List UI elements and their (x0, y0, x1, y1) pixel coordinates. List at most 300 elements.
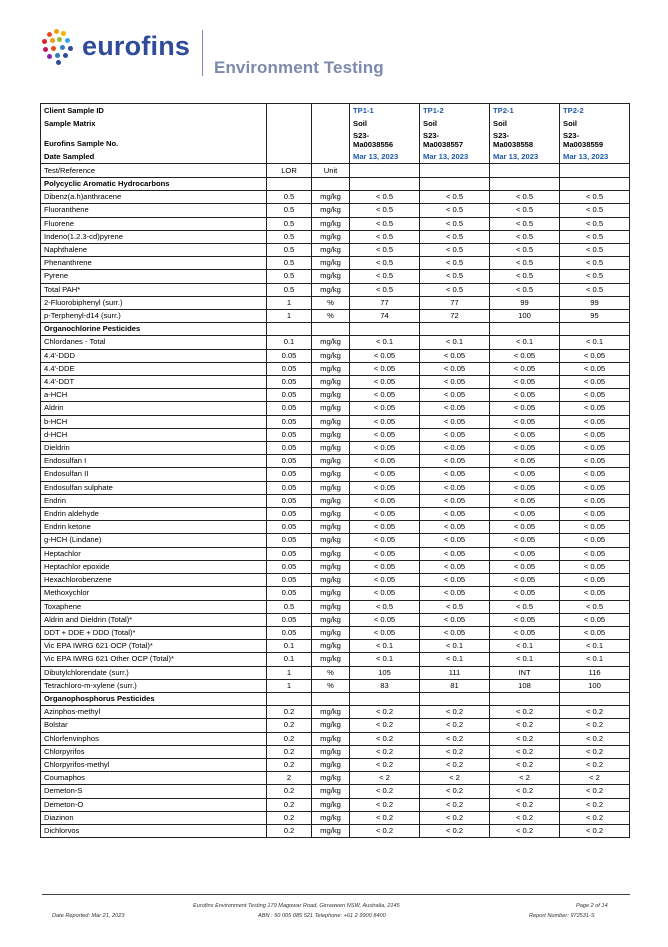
result-value: < 0.2 (490, 719, 560, 732)
result-value: < 0.05 (350, 494, 420, 507)
eurofins-dots-icon (42, 29, 76, 63)
result-value: < 0.1 (560, 336, 630, 349)
result-value: < 0.5 (350, 217, 420, 230)
lor-value: 0.05 (267, 389, 312, 402)
result-value: < 0.05 (350, 560, 420, 573)
result-value: < 0.5 (490, 244, 560, 257)
unit-value: mg/kg (312, 521, 350, 534)
sample-id: TP1-2 (420, 104, 490, 118)
table-row (41, 217, 630, 230)
result-value: 99 (560, 296, 630, 309)
unit-value: mg/kg (312, 257, 350, 270)
result-value: < 0.1 (350, 653, 420, 666)
analyte-name: Chlorfenvinphos (41, 732, 267, 745)
result-value: < 0.1 (420, 640, 490, 653)
result-value: 100 (490, 310, 560, 323)
unit-value: % (312, 310, 350, 323)
analyte-name: b-HCH (41, 415, 267, 428)
footer-abn: ABN : 50 005 085 521 Telephone: +61 2 9900 8400 (258, 913, 386, 919)
lor-value: 0.2 (267, 706, 312, 719)
section-empty-cell (350, 178, 420, 191)
result-value: < 0.05 (490, 521, 560, 534)
unit-value: mg/kg (312, 547, 350, 560)
table-row (41, 283, 630, 296)
analyte-name: Aldrin (41, 402, 267, 415)
lor-value: 0.05 (267, 587, 312, 600)
result-value: < 0.2 (560, 745, 630, 758)
result-value: < 0.05 (490, 626, 560, 639)
analyte-name: Dieldrin (41, 442, 267, 455)
table-row (41, 310, 630, 323)
section-header-row (41, 178, 630, 191)
result-value: < 0.05 (560, 626, 630, 639)
result-value: < 0.2 (350, 706, 420, 719)
sample-matrix: Soil (420, 117, 490, 130)
result-value: < 0.05 (420, 442, 490, 455)
result-value: < 0.05 (350, 428, 420, 441)
lor-value: 0.05 (267, 560, 312, 573)
result-value: < 0.2 (420, 706, 490, 719)
analyte-name: Coumaphos (41, 772, 267, 785)
unit-value: mg/kg (312, 389, 350, 402)
result-value: < 0.05 (420, 574, 490, 587)
date-reported: Date Reported: Mar 21, 2023 (52, 913, 125, 919)
unit-value: mg/kg (312, 824, 350, 837)
result-value: < 0.05 (420, 560, 490, 573)
result-value: < 0.5 (560, 230, 630, 243)
lor-value: 0.5 (267, 230, 312, 243)
result-value: < 0.5 (350, 204, 420, 217)
table-row (41, 376, 630, 389)
table-row (41, 521, 630, 534)
table-row (41, 362, 630, 375)
result-value: < 0.05 (350, 508, 420, 521)
result-value: 72 (420, 310, 490, 323)
result-value: < 0.2 (560, 719, 630, 732)
table-row (41, 758, 630, 771)
result-value: 95 (560, 310, 630, 323)
result-value: < 0.5 (560, 217, 630, 230)
result-value: < 0.2 (350, 732, 420, 745)
result-value: < 0.05 (420, 626, 490, 639)
analyte-name: Chlordanes - Total (41, 336, 267, 349)
result-value: < 0.2 (420, 745, 490, 758)
section-empty-cell (560, 178, 630, 191)
analyte-name: Toxaphene (41, 600, 267, 613)
result-value: < 0.1 (560, 640, 630, 653)
result-value: < 0.05 (420, 389, 490, 402)
lor-value: 0.05 (267, 547, 312, 560)
result-value: < 0.05 (350, 349, 420, 362)
unit-value: mg/kg (312, 732, 350, 745)
footer-address: Eurofins Environment Testing 179 Magowar Road, Girraween NSW, Australia, 2145 (193, 903, 400, 909)
result-value: < 0.05 (350, 481, 420, 494)
client-sample-id-label: Client Sample ID (41, 104, 267, 118)
date-sampled-label: Date Sampled (41, 150, 267, 164)
unit-value: % (312, 679, 350, 692)
result-value: < 0.05 (490, 402, 560, 415)
result-value: < 0.2 (350, 745, 420, 758)
table-row (41, 600, 630, 613)
lor-value: 0.5 (267, 204, 312, 217)
result-value: < 0.5 (490, 204, 560, 217)
result-value: < 2 (560, 772, 630, 785)
result-value: < 0.05 (490, 428, 560, 441)
lor-value: 0.05 (267, 468, 312, 481)
result-value: < 0.05 (490, 415, 560, 428)
result-value: < 0.05 (350, 376, 420, 389)
result-value: < 0.05 (420, 468, 490, 481)
unit-value: mg/kg (312, 402, 350, 415)
result-value: < 0.05 (420, 508, 490, 521)
lor-value: 0.2 (267, 758, 312, 771)
unit-value: mg/kg (312, 811, 350, 824)
result-value: < 0.2 (560, 811, 630, 824)
result-value: < 0.05 (560, 402, 630, 415)
result-value: < 0.05 (350, 362, 420, 375)
lor-value: 1 (267, 310, 312, 323)
result-value: < 0.5 (420, 230, 490, 243)
result-value: < 0.05 (420, 481, 490, 494)
result-value: < 0.05 (350, 534, 420, 547)
result-value: < 0.2 (490, 745, 560, 758)
table-row (41, 349, 630, 362)
result-value: < 0.05 (420, 547, 490, 560)
result-value: < 2 (490, 772, 560, 785)
analyte-name: Hexachlorobenzene (41, 574, 267, 587)
result-value: < 0.05 (560, 587, 630, 600)
result-value: < 0.05 (490, 442, 560, 455)
table-row (41, 468, 630, 481)
analyte-name: Vic EPA IWRG 621 OCP (Total)* (41, 640, 267, 653)
table-row (41, 811, 630, 824)
result-value: < 0.2 (490, 811, 560, 824)
lor-value: 0.05 (267, 349, 312, 362)
result-value: < 0.05 (490, 560, 560, 573)
date-sampled-row (41, 150, 630, 164)
analyte-name: Endrin ketone (41, 521, 267, 534)
result-value: < 0.1 (490, 336, 560, 349)
result-value: < 0.05 (350, 415, 420, 428)
analyte-name: Dibutylchlorendate (surr.) (41, 666, 267, 679)
unit-value: mg/kg (312, 560, 350, 573)
analyte-name: Dibenz(a.h)anthracene (41, 191, 267, 204)
table-row (41, 481, 630, 494)
result-value: < 0.5 (560, 257, 630, 270)
result-value: < 0.2 (420, 798, 490, 811)
section-empty-cell (350, 692, 420, 705)
table-row (41, 785, 630, 798)
result-value: < 0.5 (420, 600, 490, 613)
result-value: < 0.05 (420, 455, 490, 468)
page-number: Page 2 of 14 (576, 903, 608, 909)
unit-value: mg/kg (312, 785, 350, 798)
result-value: < 0.1 (490, 640, 560, 653)
sample-matrix-row (41, 117, 630, 130)
result-value: < 0.2 (350, 785, 420, 798)
result-value: < 0.5 (420, 204, 490, 217)
lor-value: 0.05 (267, 428, 312, 441)
analyte-name: Heptachlor epoxide (41, 560, 267, 573)
result-value: < 0.1 (490, 653, 560, 666)
report-number: Report Number: 972531-S (529, 913, 595, 919)
unit-value: mg/kg (312, 230, 350, 243)
unit-value: mg/kg (312, 362, 350, 375)
section-header-row (41, 692, 630, 705)
result-value: < 0.1 (560, 653, 630, 666)
analyte-name: Tetrachloro-m-xylene (surr.) (41, 679, 267, 692)
result-value: < 0.2 (490, 706, 560, 719)
table-row (41, 428, 630, 441)
result-value: < 0.1 (350, 640, 420, 653)
result-value: < 0.5 (420, 283, 490, 296)
analyte-name: Dichlorvos (41, 824, 267, 837)
analyte-name: Azinphos-methyl (41, 706, 267, 719)
result-value: < 0.5 (350, 191, 420, 204)
result-value: < 0.5 (490, 257, 560, 270)
result-value: < 0.2 (350, 798, 420, 811)
results-table-body (41, 104, 630, 838)
section-empty-cell (560, 323, 630, 336)
unit-value: mg/kg (312, 653, 350, 666)
result-value: < 0.05 (560, 362, 630, 375)
result-value: < 0.5 (490, 191, 560, 204)
result-value: < 0.5 (560, 283, 630, 296)
result-value: < 0.05 (420, 402, 490, 415)
unit-value: mg/kg (312, 719, 350, 732)
result-value: 111 (420, 666, 490, 679)
section-empty-cell (267, 692, 312, 705)
result-value: < 0.5 (420, 244, 490, 257)
result-value: < 0.2 (490, 758, 560, 771)
section-empty-cell (420, 178, 490, 191)
table-row (41, 719, 630, 732)
result-value: < 0.05 (420, 362, 490, 375)
result-value: < 0.05 (350, 574, 420, 587)
analyte-name: Demeton-S (41, 785, 267, 798)
table-row (41, 336, 630, 349)
table-row (41, 574, 630, 587)
unit-value: mg/kg (312, 574, 350, 587)
analyte-name: 4.4'-DDD (41, 349, 267, 362)
lor-value: 0.5 (267, 270, 312, 283)
result-value: < 0.05 (560, 389, 630, 402)
analyte-name: Endrin (41, 494, 267, 507)
result-value: < 0.05 (350, 587, 420, 600)
result-value: < 0.05 (490, 455, 560, 468)
result-value: < 0.05 (490, 389, 560, 402)
result-value: < 0.05 (420, 376, 490, 389)
section-title: Polycyclic Aromatic Hydrocarbons (41, 178, 267, 191)
result-value: 83 (350, 679, 420, 692)
unit-value: mg/kg (312, 706, 350, 719)
eurofins-sample-no: S23- Ma0038558 (490, 130, 560, 150)
unit-value: mg/kg (312, 468, 350, 481)
section-empty-cell (350, 323, 420, 336)
eurofins-sample-no: S23- Ma0038557 (420, 130, 490, 150)
analyte-name: a-HCH (41, 389, 267, 402)
analyte-name: 2-Fluorobiphenyl (surr.) (41, 296, 267, 309)
result-value: < 0.5 (420, 257, 490, 270)
table-row (41, 442, 630, 455)
result-value: < 0.5 (490, 600, 560, 613)
section-empty-cell (560, 692, 630, 705)
result-value: < 0.2 (560, 732, 630, 745)
lor-value: 0.05 (267, 402, 312, 415)
unit-value: mg/kg (312, 204, 350, 217)
unit-value: mg/kg (312, 270, 350, 283)
unit-value: mg/kg (312, 481, 350, 494)
lor-value: 0.05 (267, 534, 312, 547)
section-empty-cell (312, 178, 350, 191)
result-value: < 2 (350, 772, 420, 785)
result-value: < 0.05 (350, 547, 420, 560)
result-value: < 0.5 (560, 600, 630, 613)
unit-value: mg/kg (312, 758, 350, 771)
result-value: < 0.1 (420, 336, 490, 349)
table-row (41, 653, 630, 666)
table-row (41, 772, 630, 785)
table-row (41, 640, 630, 653)
result-value: < 0.5 (420, 270, 490, 283)
table-row (41, 732, 630, 745)
analyte-name: Endrin aldehyde (41, 508, 267, 521)
result-value: < 0.05 (420, 428, 490, 441)
eurofins-sample-no-row (41, 130, 630, 150)
lor-value: 0.05 (267, 494, 312, 507)
result-value: < 0.05 (560, 415, 630, 428)
result-value: < 0.2 (350, 719, 420, 732)
lor-value: 0.05 (267, 613, 312, 626)
result-value: < 0.5 (560, 244, 630, 257)
eurofins-sample-no: S23- Ma0038556 (350, 130, 420, 150)
result-value: < 0.05 (350, 402, 420, 415)
lor-value: 0.05 (267, 574, 312, 587)
table-row (41, 402, 630, 415)
result-value: < 0.2 (560, 824, 630, 837)
analyte-name: p-Terphenyl-d14 (surr.) (41, 310, 267, 323)
lor-value: 0.2 (267, 719, 312, 732)
lor-value: 0.05 (267, 508, 312, 521)
analyte-name: Pyrene (41, 270, 267, 283)
lor-value: 1 (267, 679, 312, 692)
result-value: < 0.2 (350, 811, 420, 824)
section-empty-cell (420, 692, 490, 705)
lor-value: 0.2 (267, 811, 312, 824)
unit-value: mg/kg (312, 376, 350, 389)
section-empty-cell (490, 323, 560, 336)
results-table (40, 103, 630, 838)
result-value: < 0.05 (490, 376, 560, 389)
lor-value: 0.1 (267, 653, 312, 666)
result-value: < 0.05 (490, 349, 560, 362)
table-row (41, 613, 630, 626)
table-row (41, 270, 630, 283)
analyte-name: Phenanthrene (41, 257, 267, 270)
table-row (41, 494, 630, 507)
result-value: < 0.05 (560, 494, 630, 507)
table-row (41, 560, 630, 573)
result-value: < 0.2 (490, 785, 560, 798)
result-value: < 0.5 (350, 600, 420, 613)
result-value: < 0.05 (490, 534, 560, 547)
section-empty-cell (267, 323, 312, 336)
sample-id: TP2-2 (560, 104, 630, 118)
unit-value: mg/kg (312, 494, 350, 507)
section-empty-cell (490, 692, 560, 705)
result-value: < 0.2 (490, 824, 560, 837)
result-value: INT (490, 666, 560, 679)
result-value: 99 (490, 296, 560, 309)
result-value: < 0.5 (350, 270, 420, 283)
result-value: < 0.05 (490, 574, 560, 587)
lor-value: 0.05 (267, 376, 312, 389)
result-value: < 0.05 (560, 428, 630, 441)
unit-value: mg/kg (312, 508, 350, 521)
result-value: < 0.5 (350, 244, 420, 257)
analyte-name: Fluoranthene (41, 204, 267, 217)
result-value: < 0.05 (560, 468, 630, 481)
sample-id: TP1-1 (350, 104, 420, 118)
result-value: < 0.05 (350, 521, 420, 534)
lor-value: 0.5 (267, 257, 312, 270)
result-value: < 0.05 (560, 613, 630, 626)
result-value: < 0.05 (560, 534, 630, 547)
result-value: < 0.05 (420, 349, 490, 362)
result-value: < 0.2 (350, 758, 420, 771)
table-row (41, 415, 630, 428)
table-row (41, 296, 630, 309)
result-value: < 0.5 (560, 270, 630, 283)
section-title: Organochlorine Pesticides (41, 323, 267, 336)
lor-value: 0.5 (267, 217, 312, 230)
result-value: < 0.05 (350, 389, 420, 402)
result-value: < 0.05 (560, 455, 630, 468)
unit-value: mg/kg (312, 640, 350, 653)
result-value: < 0.05 (350, 455, 420, 468)
brand-name: eurofins (82, 30, 191, 61)
analyte-name: Vic EPA IWRG 621 Other OCP (Total)* (41, 653, 267, 666)
section-header-row (41, 323, 630, 336)
sample-matrix: Soil (490, 117, 560, 130)
result-value: < 0.05 (560, 442, 630, 455)
result-value: 108 (490, 679, 560, 692)
table-row (41, 666, 630, 679)
result-value: < 0.05 (560, 508, 630, 521)
analyte-name: Indeno(1.2.3-cd)pyrene (41, 230, 267, 243)
lor-value: 2 (267, 772, 312, 785)
result-value: < 0.2 (420, 785, 490, 798)
result-value: < 0.2 (420, 758, 490, 771)
lor-value: 0.05 (267, 442, 312, 455)
table-row (41, 455, 630, 468)
unit-value: mg/kg (312, 442, 350, 455)
table-row (41, 508, 630, 521)
client-sample-id-row (41, 104, 630, 118)
result-value: < 0.2 (420, 719, 490, 732)
analyte-name: Total PAH* (41, 283, 267, 296)
lor-value: 0.1 (267, 640, 312, 653)
result-value: < 0.5 (560, 191, 630, 204)
eurofins-logo (42, 26, 190, 66)
unit-value: mg/kg (312, 745, 350, 758)
lor-value: 1 (267, 296, 312, 309)
analyte-name: Aldrin and Dieldrin (Total)* (41, 613, 267, 626)
analyte-name: g-HCH (Lindane) (41, 534, 267, 547)
section-empty-cell (312, 323, 350, 336)
result-value: < 0.5 (420, 217, 490, 230)
unit-header: Unit (312, 164, 350, 178)
